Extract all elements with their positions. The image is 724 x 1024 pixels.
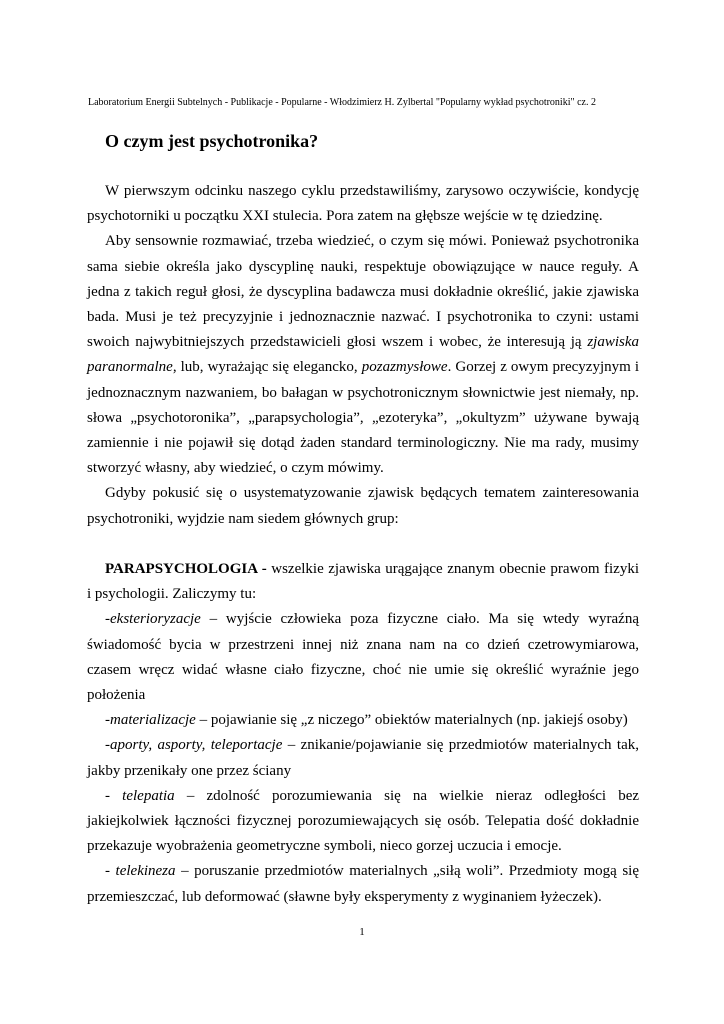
item-text: – znikanie/pojawianie się przedmiotów materialnych tak, jakby przenikały one przez ściany <box>87 737 639 779</box>
item-term: eksterioryzacje <box>110 611 201 628</box>
intro-section <box>87 179 639 532</box>
list-item: -aporty, asporty, teleportacje – znikanie/pojawianie się przedmiotów materialnych tak, jakby przenikały one przez ściany <box>87 737 639 779</box>
item-term: aporty, asporty, teleportacje <box>110 737 283 754</box>
paragraph-2-part-c: . Gorzej z owym precyzyjnym i jednoznacznym nazwaniem, bo bałagan w psychotronicznym słownictwie jest niemały, np. słowa „psychotoronika”, „parapsychologia”, „ezoteryka”, „okultyzm” używane bywają zamiennie i nie pojawił się dotąd żaden standard terminologiczny. Nie ma rady, musimy stworzyć własny, aby wiedzieć, o czym mówimy. <box>87 359 639 477</box>
section-intro-text: wszelkie zjawiska urągające znanym obecnie prawom fizyki i psychologii. Zaliczymy tu: <box>87 561 640 603</box>
paragraph-3: Gdyby pokusić się o usystematyzowanie zjawisk będących tematem zainteresowania psychotroniki, wyjdzie nam siedem głównych grup: <box>87 485 639 527</box>
section-heading: PARAPSYCHOLOGIA - <box>105 561 267 577</box>
document-title: O czym jest psychotronika? <box>105 131 319 151</box>
page-number: 1 <box>359 926 365 938</box>
paragraph-1: W pierwszym odcinku naszego cyklu przedstawiliśmy, zarysowo oczywiście, kondycję psychotorniki u początku XXI stulecia. Pora zatem na głębsze wejście w tę dziedzinę. <box>87 183 639 225</box>
item-text: – zdolność porozumiewania się na wielkie nieraz odległości bez jakiejkolwiek łączności fizycznej porozumiewających się osób. Telepatia dość dokładnie przekazuje wyobrażenia geometryczne symboli, nieco gorzej uczucia i emocje. <box>87 787 640 855</box>
paragraph-2-part-b: , lub, wyrażając się elegancko, <box>172 359 362 376</box>
item-term: materializacje <box>110 712 196 729</box>
item-text: – pojawianie się „z niczego” obiektów materialnych (np. jakiejś osoby) <box>195 712 628 729</box>
paragraph-2 <box>87 229 639 481</box>
item-text: – poruszanie przedmiotów materialnych „siłą woli”. Przedmioty mogą się przemieszczać, lub deformować (sławne były eksperymenty z wyginaniem łyżeczek). <box>87 863 640 905</box>
parapsychology-section <box>87 557 639 910</box>
term-paranormal: zjawiska paranormalne <box>87 334 639 376</box>
list-item: -materializacje – pojawianie się „z niczego” obiektów materialnych (np. jakiejś osoby) <box>105 712 628 729</box>
item-term: telekineza <box>115 863 176 880</box>
list-item: -eksterioryzacje – wyjście człowieka poza fizyczne ciało. Ma się wtedy wyraźną świadomość bycia w przestrzeni innej niż znana nam na co dzień czetrowymiarowa, czasem wręcz widać własne ciało fizyczne, choć nie umie się określić wyraźnie jego położenia <box>87 611 639 704</box>
list-item: - telekineza – poruszanie przedmiotów materialnych „siłą woli”. Przedmioty mogą się przemieszczać, lub deformować (sławne były eksperymenty z wyginaniem łyżeczek). <box>87 863 640 905</box>
paragraph-2-part-a: Aby sensownie rozmawiać, trzeba wiedzieć, o czym się mówi. Ponieważ psychotronika sama siebie określa jako dyscyplinę nauki, respektuje obowiązujące w nauce reguły. A jedna z takich reguł głosi, że dyscyplina badawcza musi dokładnie określić, jakie zjawiska bada. Musi je też precyzyjnie i jednoznacznie nazwać. I psychotronika to czyni: ustami swoich najwybitniejszych przedstawicieli głosi wszem i wobec, że interesują ją <box>87 233 639 351</box>
list-item: - telepatia – zdolność porozumiewania się na wielkie nieraz odległości bez jakiejkolwiek łączności fizycznej porozumiewających się osób. Telepatia dość dokładnie przekazuje wyobrażenia geometryczne symboli, nieco gorzej uczucia i emocje. <box>87 787 640 855</box>
section-intro <box>87 557 639 607</box>
item-term: telepatia <box>122 787 175 804</box>
term-extrasensory: pozazmysłowe <box>361 359 448 376</box>
item-text: – wyjście człowieka poza fizyczne ciało. Ma się wtedy wyraźną świadomość bycia w przestrzeni innej niż znana nam na co dzień czetrowymiarowa, czasem wręcz widać własne ciało fizyczne, choć nie umie się określić wyraźnie jego położenia <box>87 611 639 704</box>
running-header: Laboratorium Energii Subtelnych - Publikacje - Popularne - Włodzimierz H. Zylbertal "Popularny wykład psychotroniki" cz. 2 <box>88 97 596 108</box>
